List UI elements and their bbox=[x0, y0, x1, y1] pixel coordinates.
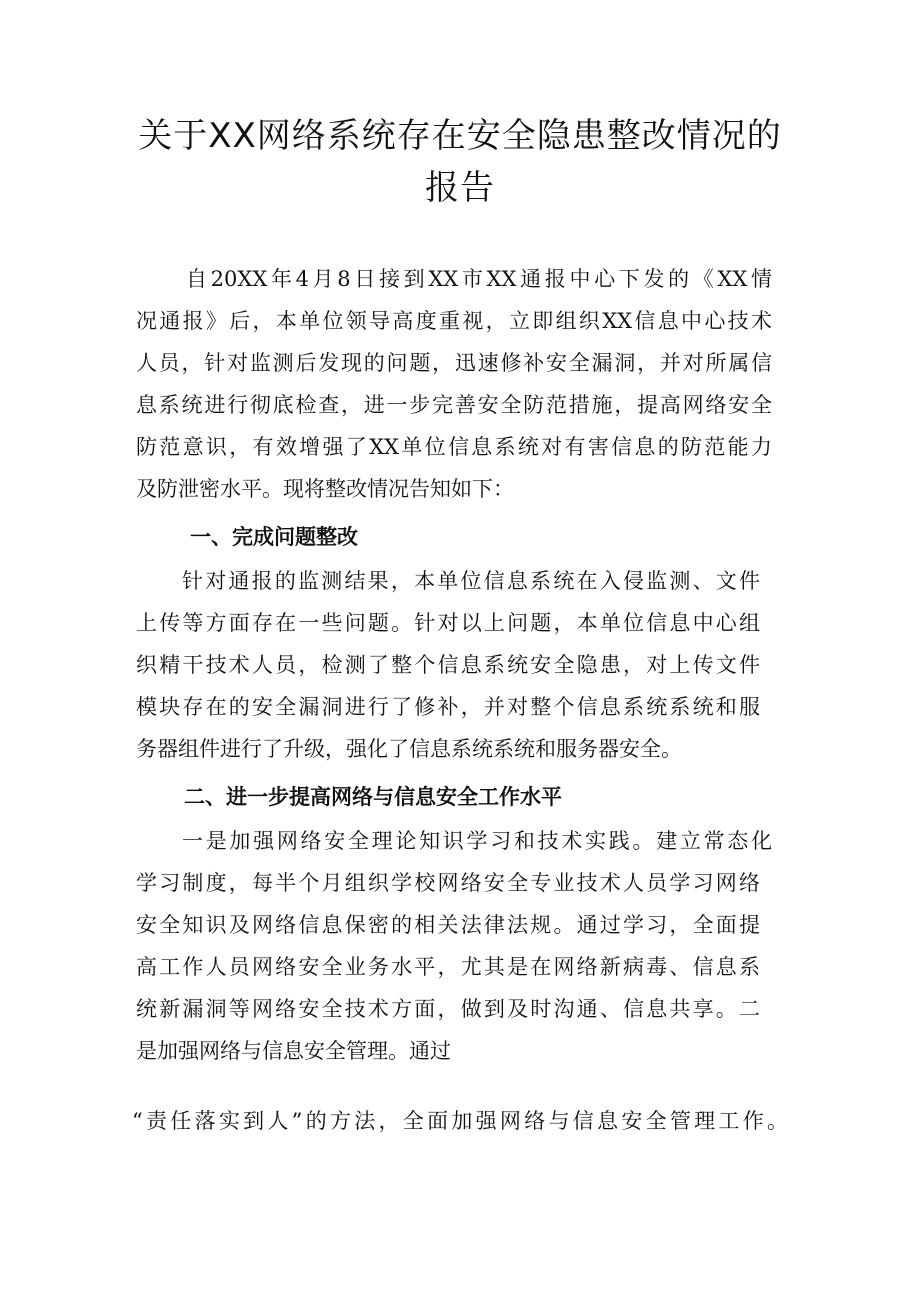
paragraph1-line-6: 及防泄密水平。现将整改情况告知如下： bbox=[136, 477, 514, 501]
paragraph1-line-3: 人员，针对监测后发现的问题，迅速修补安全漏洞，并对所属信 bbox=[136, 351, 772, 375]
title-line-2: 报告 bbox=[425, 168, 495, 208]
section-heading-2: 二、进一步提高网络与信息安全工作水平 bbox=[184, 785, 562, 809]
paragraph3-line-6: 是加强网络与信息安全管理。通过 bbox=[136, 1039, 451, 1063]
paragraph3-line-2: 学习制度，每半个月组织学校网络安全专业技术人员学习网络 bbox=[136, 871, 760, 895]
paragraph1-line-2: 况通报》后，本单位领导高度重视，立即组织XX信息中心技术 bbox=[136, 309, 772, 333]
paragraph1-line-1: 自20XX年4月8日接到XX市XX通报中心下发的《XX情 bbox=[186, 267, 772, 291]
paragraph2-line-3: 织精干技术人员，检测了整个信息系统安全隐患，对上传文件 bbox=[136, 653, 760, 677]
paragraph2-line-1: 针对通报的监测结果，本单位信息系统在入侵监测、文件 bbox=[182, 569, 760, 593]
paragraph2-line-5: 务器组件进行了升级，强化了信息系统系统和服务器安全。 bbox=[136, 737, 682, 761]
paragraph3-line-1: 一是加强网络安全理论知识学习和技术实践。建立常态化 bbox=[182, 829, 772, 853]
section-heading-1: 一、完成问题整改 bbox=[190, 525, 358, 549]
paragraph1-line-5: 防范意识，有效增强了XX单位信息系统对有害信息的防范能力 bbox=[136, 435, 772, 459]
paragraph1-line-4: 息系统进行彻底检查，进一步完善安全防范措施，提高网络安全 bbox=[136, 393, 772, 417]
title-line-1: 关于XX网络系统存在安全隐患整改情况的 bbox=[138, 116, 782, 156]
paragraph3-line-5: 统新漏洞等网络安全技术方面，做到及时沟通、信息共享。二 bbox=[136, 997, 760, 1021]
paragraph3-line-3: 安全知识及网络信息保密的相关法律法规。通过学习，全面提 bbox=[136, 913, 760, 937]
paragraph2-line-4: 模块存在的安全漏洞进行了修补，并对整个信息系统系统和服 bbox=[136, 695, 760, 719]
paragraph2-line-2: 上传等方面存在一些问题。针对以上问题，本单位信息中心组 bbox=[136, 611, 760, 635]
paragraph3-line-4: 高工作人员网络安全业务水平，尤其是在网络新病毒、信息系 bbox=[136, 955, 760, 979]
document-title bbox=[100, 110, 820, 214]
trailing-line: “责任落实到人”的方法，全面加强网络与信息安全管理工作。 bbox=[132, 1109, 788, 1133]
